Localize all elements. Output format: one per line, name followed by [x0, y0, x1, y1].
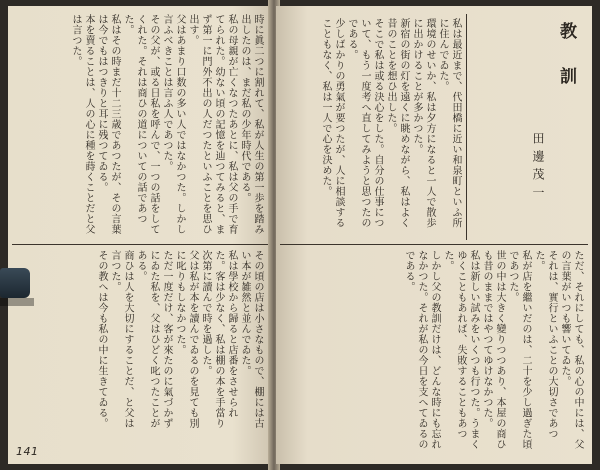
right-page-upper-text: 私は最近まで、代田橋に近い和泉町といふ所に住んでゐた。 環境のせいか、私は夕方になると一人で散歩に出かけることが多かつた。 新宿の街の灯を遠くに眺めながら、私はよく昔のことを想ひ出した。 そこで私は或る決心をした。自分の仕事について、もう一度考へ直してみようと思つたのである。 少しばかりの勇氣が要つたが、人に相談することもなく、私は一人で心を決めた。: [320, 18, 461, 228]
clip-shadow: [0, 298, 34, 306]
right-page: [276, 6, 592, 464]
right-page-lower-text: ただ、それにしても、私の心の中には、父の言葉がいつも響いてゐた。 それは、實行といふことの大切さであつた。 私が店を繼いだのは、二十を少し過ぎた頃であつた。 世の中は大きく變りつつあり、本屋の商ひも昔のままではやつてゆけなかつた。 私は新しい試みをいくつも行つた。うまくゆくこともあれば、失敗することもあつた。 しかし父の教訓だけは、どんな時にも忘れなかつた。それが私の今日を支へてゐるのである。: [403, 250, 583, 450]
tier-divider: [280, 244, 588, 245]
title-block: [466, 14, 585, 240]
left-page: [8, 6, 272, 464]
page-number: 141: [16, 445, 39, 458]
left-page-lower-text: その頃の店は小さなもので、棚には古い本が雑然と並んでゐた。 私は學校から歸ると店番をさせられた。客は少なく、私は棚の本を手當り次第に讀んで時を過した。 父は私が本を讀んでゐるのを見ても別に叱りもしなかつた。 ただ一度だけ、客が來たのに氣づかずにゐた私を、父はひどく叱つたことがある。 商ひは人を大切にすることだ、と父は言つた。 その教へは今も私の中に生きてゐる。: [96, 250, 263, 429]
tier-divider: [12, 244, 268, 245]
left-page-upper-text: 時に眞二つに割れて、私が人生の第一歩を踏み出したのは、まだ私の少年時代である。 私の母親が亡くなつたあとに、私は父の手で育てられた。幼ない頃の記憶を辿つてみると、まず第一に門外不出の人だつたといふことを思ひ出す。 父はあまり口数の多い人ではなかつた。しかし言ふべきことは言ふ人であつた。 その父が、或る日私を呼んで、一つの話をしてくれた。それは商ひの道についての話であつた。 私はその時まだ十二三歳であつたが、その言葉は今でもはつきりと耳に残つてゐる。 本を賣ることは、人の心に種を蒔くことだと父は言つた。: [70, 14, 263, 235]
binder-clip-object: [0, 268, 30, 298]
article-title: 教訓: [556, 22, 576, 112]
article-author: 田邊茂一: [531, 132, 545, 204]
